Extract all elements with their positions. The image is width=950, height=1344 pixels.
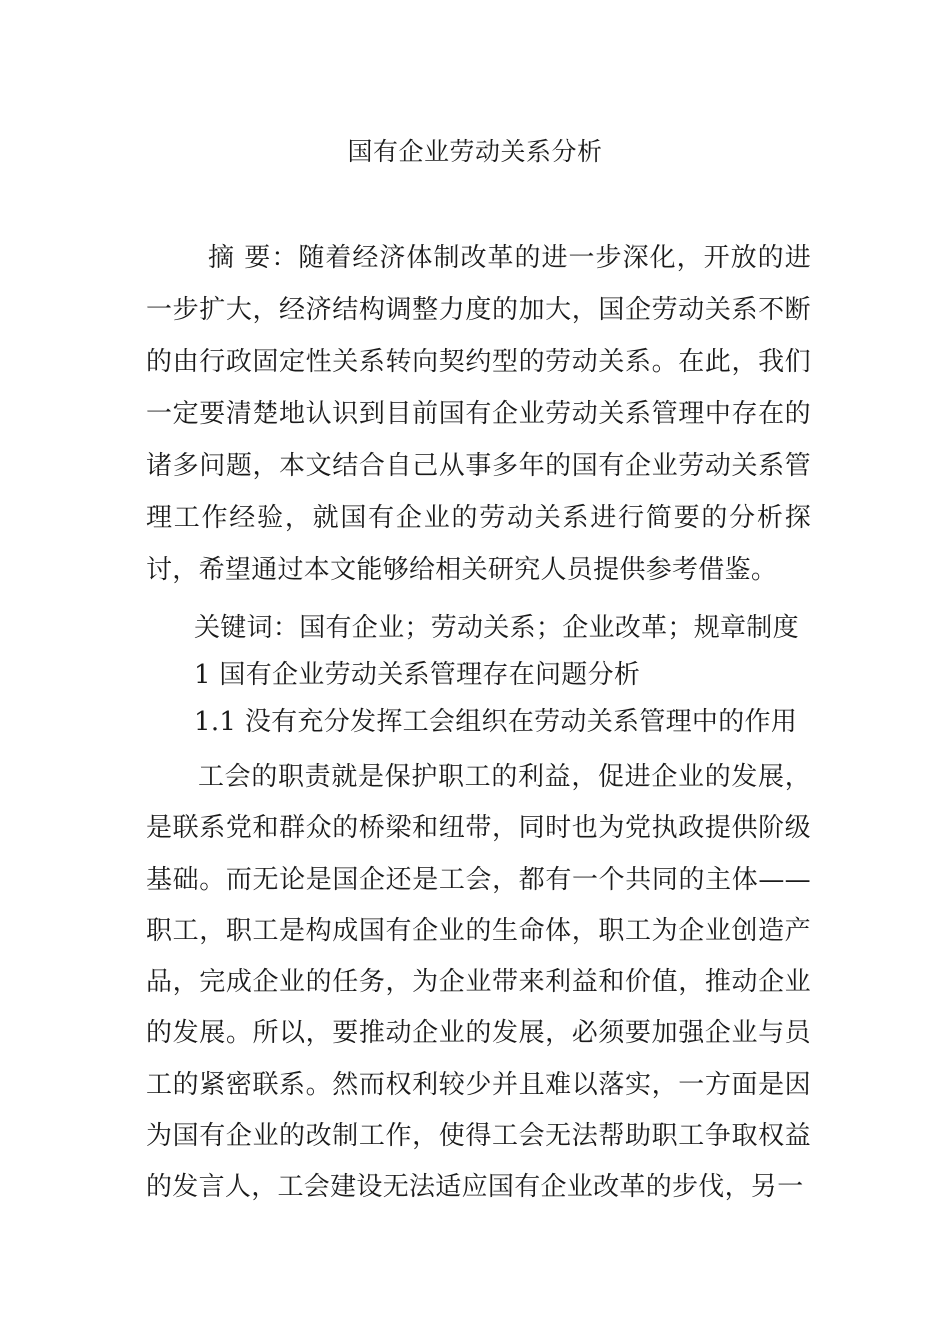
section-body [146, 752, 811, 1214]
keywords-section [146, 604, 811, 652]
body-paragraph: 工会的职责就是保护职工的利益，促进企业的发展，是联系党和群众的桥梁和纽带，同时也为党执政提供阶级基础。而无论是国企还是工会，都有一个共同的主体——职工，职工是构成国有企业的生命体，职工为企业创造产品，完成企业的任务，为企业带来利益和价值，推动企业的发展。所以，要推动企业的发展，必须要加强企业与员工的紧密联系。然而权利较少并且难以落实，一方面是因为国有企业的改制工作，使得工会无法帮助职工争取权益的发言人，工会建设无法适应国有企业改革的步伐，另一 [146, 762, 811, 1203]
abstract-section [146, 232, 811, 596]
keywords-line: 关键词：国有企业；劳动关系；企业改革；规章制度 [194, 613, 799, 643]
section-heading-1-1: 1.1 没有充分发挥工会组织在劳动关系管理中的作用 [194, 707, 798, 737]
abstract-paragraph: 摘 要：随着经济体制改革的进一步深化，开放的进一步扩大，经济结构调整力度的加大，国企劳动关系不断的由行政固定性关系转向契约型的劳动关系。在此，我们一定要清楚地认识到目前国有企业劳动关系管理中存在的诸多问题，本文结合自己从事多年的国有企业劳动关系管理工作经验，就国有企业的劳动关系进行简要的分析探讨，希望通过本文能够给相关研究人员提供参考借鉴。 [146, 243, 811, 585]
document-title: 国有企业劳动关系分析 [347, 137, 603, 166]
section-heading-1: 1 国有企业劳动关系管理存在问题分析 [194, 660, 641, 690]
